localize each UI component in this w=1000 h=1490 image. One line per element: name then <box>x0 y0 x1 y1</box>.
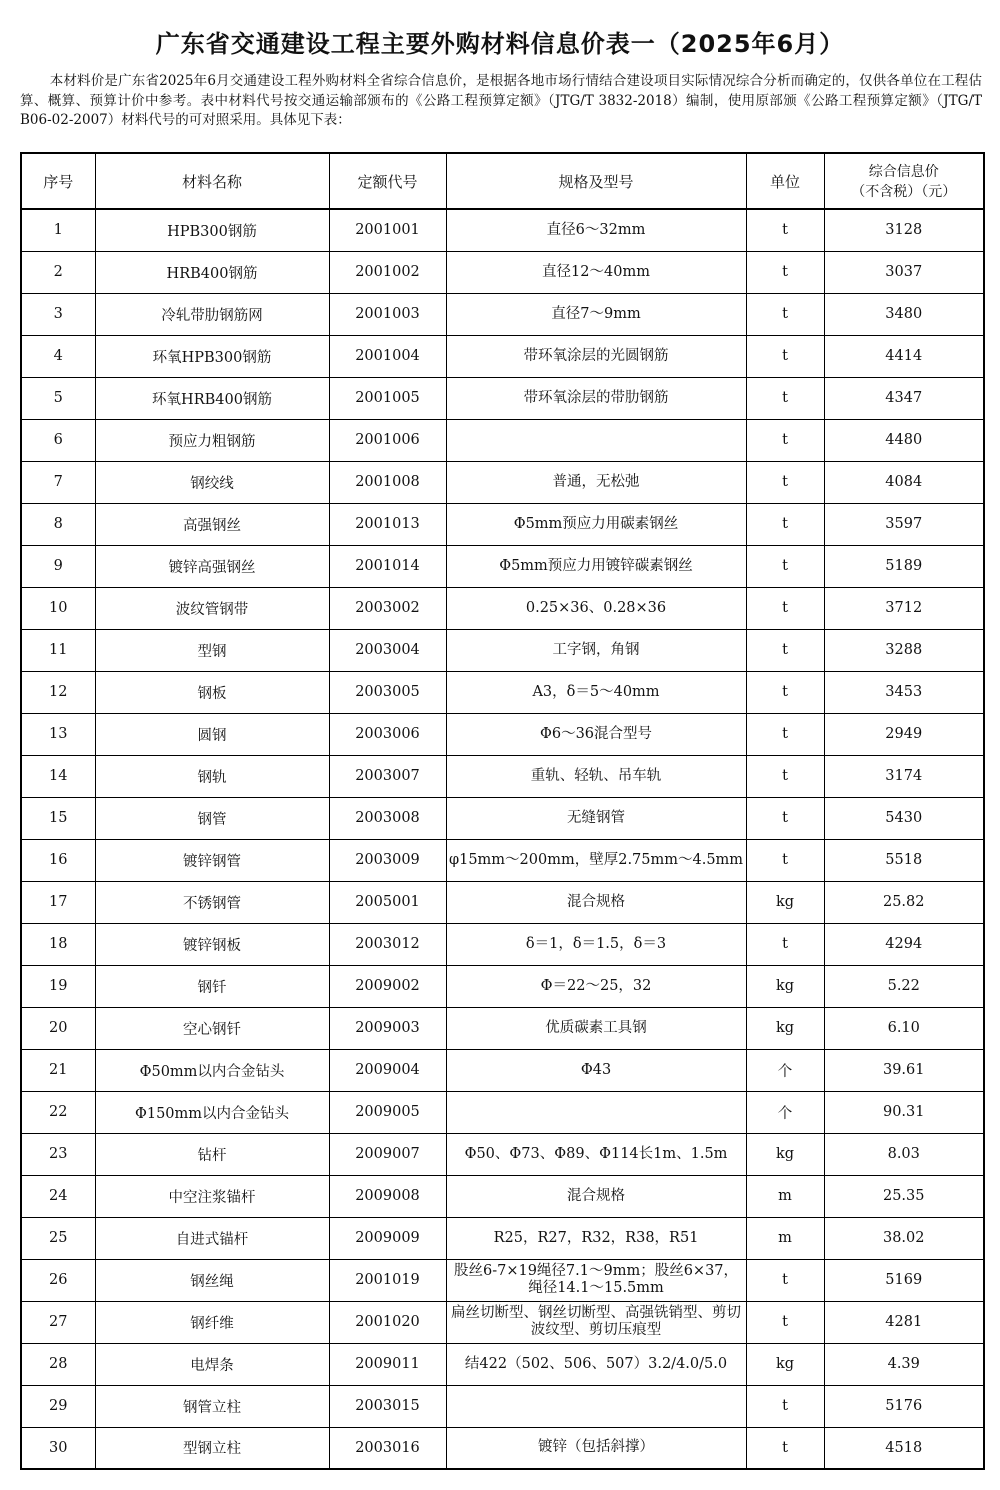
page-title: 广东省交通建设工程主要外购材料信息价表一（2025年6月） <box>155 30 845 58</box>
header-seq: 序号 <box>21 153 95 209</box>
cell-unit: t <box>746 1301 824 1343</box>
cell-seq: 25 <box>21 1217 95 1259</box>
cell-unit: kg <box>746 1133 824 1175</box>
cell-code: 2003008 <box>329 797 446 839</box>
cell-unit: t <box>746 1259 824 1301</box>
cell-spec: 直径12～40mm <box>446 251 746 293</box>
cell-spec: 直径7～9mm <box>446 293 746 335</box>
cell-unit: kg <box>746 965 824 1007</box>
table-row <box>21 293 984 335</box>
cell-price: 8.03 <box>824 1133 984 1175</box>
cell-spec: Φ50、Φ73、Φ89、Φ114长1m、1.5m <box>446 1133 746 1175</box>
table-row <box>21 1301 984 1343</box>
cell-price: 4.39 <box>824 1343 984 1385</box>
cell-name: 环氧HPB300钢筋 <box>95 335 329 377</box>
header-name: 材料名称 <box>95 153 329 209</box>
cell-unit: kg <box>746 1343 824 1385</box>
cell-unit: 个 <box>746 1091 824 1133</box>
cell-code: 2009003 <box>329 1007 446 1049</box>
cell-seq: 20 <box>21 1007 95 1049</box>
intro-paragraph: 本材料价是广东省2025年6月交通建设工程外购材料全省综合信息价，是根据各地市场行情结合建设项目实际情况综合分析而确定的，仅供各单位在工程估算、概算、预算计价中参考。表中材料代号按交通运输部颁布的《公路工程预算定额》（JTG/T 3832-2018）编制，使用原部颁《公路工程预算定额》（JTG/T B06-02-2007）材料代号的可对照采用。具体见下表： <box>20 73 982 128</box>
cell-price: 39.61 <box>824 1049 984 1091</box>
cell-price: 5169 <box>824 1259 984 1301</box>
header-price-line2: （不含税）（元） <box>851 184 957 200</box>
table-row <box>21 923 984 965</box>
cell-spec: 工字钢，角钢 <box>446 629 746 671</box>
cell-price: 38.02 <box>824 1217 984 1259</box>
cell-spec: 无缝钢管 <box>446 797 746 839</box>
cell-name: 环氧HRB400钢筋 <box>95 377 329 419</box>
table-row <box>21 251 984 293</box>
cell-name: 钢纤维 <box>95 1301 329 1343</box>
cell-price: 4480 <box>824 419 984 461</box>
table-row <box>21 1007 984 1049</box>
cell-code: 2001006 <box>329 419 446 461</box>
cell-spec: R25，R27，R32，R38，R51 <box>446 1217 746 1259</box>
cell-price: 3597 <box>824 503 984 545</box>
cell-seq: 19 <box>21 965 95 1007</box>
header-price-line1: 综合信息价 <box>868 164 939 180</box>
cell-unit: t <box>746 797 824 839</box>
header-spec: 规格及型号 <box>446 153 746 209</box>
cell-spec: 混合规格 <box>446 1175 746 1217</box>
cell-name: 不锈钢管 <box>95 881 329 923</box>
table-row <box>21 713 984 755</box>
cell-code: 2001019 <box>329 1259 446 1301</box>
cell-name: 镀锌钢板 <box>95 923 329 965</box>
cell-code: 2001005 <box>329 377 446 419</box>
cell-seq: 4 <box>21 335 95 377</box>
cell-spec <box>446 419 746 461</box>
cell-name: 钢板 <box>95 671 329 713</box>
cell-seq: 10 <box>21 587 95 629</box>
cell-seq: 30 <box>21 1427 95 1469</box>
cell-code: 2001001 <box>329 209 446 251</box>
cell-seq: 14 <box>21 755 95 797</box>
cell-unit: t <box>746 251 824 293</box>
cell-price: 3480 <box>824 293 984 335</box>
cell-price: 25.82 <box>824 881 984 923</box>
cell-unit: m <box>746 1175 824 1217</box>
cell-seq: 17 <box>21 881 95 923</box>
cell-seq: 27 <box>21 1301 95 1343</box>
cell-name: 钢丝绳 <box>95 1259 329 1301</box>
cell-name: 镀锌钢管 <box>95 839 329 881</box>
cell-code: 2003015 <box>329 1385 446 1427</box>
cell-name: 钢管 <box>95 797 329 839</box>
cell-price: 90.31 <box>824 1091 984 1133</box>
cell-seq: 9 <box>21 545 95 587</box>
table-row <box>21 1385 984 1427</box>
cell-spec <box>446 1091 746 1133</box>
cell-unit: t <box>746 671 824 713</box>
cell-code: 2001003 <box>329 293 446 335</box>
cell-spec: 带环氧涂层的光圆钢筋 <box>446 335 746 377</box>
cell-code: 2009011 <box>329 1343 446 1385</box>
cell-spec: 直径6～32mm <box>446 209 746 251</box>
cell-unit: t <box>746 923 824 965</box>
cell-code: 2001002 <box>329 251 446 293</box>
cell-spec: δ＝1，δ＝1.5，δ＝3 <box>446 923 746 965</box>
cell-name: 预应力粗钢筋 <box>95 419 329 461</box>
cell-code: 2003006 <box>329 713 446 755</box>
cell-price: 3288 <box>824 629 984 671</box>
cell-seq: 21 <box>21 1049 95 1091</box>
cell-seq: 12 <box>21 671 95 713</box>
table-row <box>21 419 984 461</box>
cell-code: 2003007 <box>329 755 446 797</box>
cell-price: 4347 <box>824 377 984 419</box>
cell-unit: t <box>746 419 824 461</box>
cell-code: 2003002 <box>329 587 446 629</box>
table-row <box>21 1175 984 1217</box>
cell-spec: 0.25×36、0.28×36 <box>446 587 746 629</box>
header-unit: 单位 <box>746 153 824 209</box>
table-row <box>21 839 984 881</box>
cell-price: 25.35 <box>824 1175 984 1217</box>
table-row <box>21 545 984 587</box>
cell-price: 3037 <box>824 251 984 293</box>
cell-unit: kg <box>746 1007 824 1049</box>
cell-seq: 26 <box>21 1259 95 1301</box>
cell-unit: t <box>746 293 824 335</box>
cell-unit: t <box>746 755 824 797</box>
cell-price: 3712 <box>824 587 984 629</box>
cell-code: 2001008 <box>329 461 446 503</box>
table-header-row <box>21 153 984 209</box>
cell-spec <box>446 1385 746 1427</box>
table-row <box>21 587 984 629</box>
cell-name: 钢绞线 <box>95 461 329 503</box>
cell-code: 2003005 <box>329 671 446 713</box>
table-row <box>21 671 984 713</box>
header-code: 定额代号 <box>329 153 446 209</box>
cell-unit: t <box>746 713 824 755</box>
cell-unit: t <box>746 629 824 671</box>
cell-code: 2001014 <box>329 545 446 587</box>
cell-spec: Φ5mm预应力用镀锌碳素钢丝 <box>446 545 746 587</box>
cell-name: HRB400钢筋 <box>95 251 329 293</box>
cell-seq: 24 <box>21 1175 95 1217</box>
table-row <box>21 1343 984 1385</box>
cell-seq: 18 <box>21 923 95 965</box>
cell-unit: t <box>746 461 824 503</box>
cell-price: 4084 <box>824 461 984 503</box>
table-row <box>21 1091 984 1133</box>
cell-spec: 扁丝切断型、钢丝切断型、高强铣销型、剪切波纹型、剪切压痕型 <box>446 1301 746 1343</box>
cell-spec: 优质碳素工具钢 <box>446 1007 746 1049</box>
cell-unit: t <box>746 335 824 377</box>
cell-code: 2001013 <box>329 503 446 545</box>
table-row <box>21 755 984 797</box>
cell-code: 2005001 <box>329 881 446 923</box>
cell-name: 型钢 <box>95 629 329 671</box>
cell-seq: 1 <box>21 209 95 251</box>
cell-name: 钢轨 <box>95 755 329 797</box>
cell-name: 型钢立柱 <box>95 1427 329 1469</box>
cell-spec: 结422（502、506、507）3.2/4.0/5.0 <box>446 1343 746 1385</box>
cell-code: 2009007 <box>329 1133 446 1175</box>
cell-unit: t <box>746 209 824 251</box>
cell-seq: 15 <box>21 797 95 839</box>
cell-unit: kg <box>746 881 824 923</box>
cell-price: 3453 <box>824 671 984 713</box>
cell-price: 4281 <box>824 1301 984 1343</box>
cell-code: 2009004 <box>329 1049 446 1091</box>
cell-unit: 个 <box>746 1049 824 1091</box>
table-row <box>21 1259 984 1301</box>
cell-name: 钻杆 <box>95 1133 329 1175</box>
cell-code: 2003016 <box>329 1427 446 1469</box>
cell-name: 冷轧带肋钢筋网 <box>95 293 329 335</box>
cell-price: 6.10 <box>824 1007 984 1049</box>
cell-seq: 5 <box>21 377 95 419</box>
cell-unit: t <box>746 1385 824 1427</box>
table-row <box>21 965 984 1007</box>
cell-name: 高强钢丝 <box>95 503 329 545</box>
cell-seq: 22 <box>21 1091 95 1133</box>
cell-code: 2009002 <box>329 965 446 1007</box>
cell-name: 波纹管钢带 <box>95 587 329 629</box>
table-row <box>21 1427 984 1469</box>
cell-code: 2003004 <box>329 629 446 671</box>
price-table <box>20 152 985 1470</box>
cell-seq: 6 <box>21 419 95 461</box>
cell-spec: A3，δ＝5～40mm <box>446 671 746 713</box>
cell-name: 圆钢 <box>95 713 329 755</box>
cell-code: 2001004 <box>329 335 446 377</box>
cell-name: Φ50mm以内合金钻头 <box>95 1049 329 1091</box>
cell-name: 电焊条 <box>95 1343 329 1385</box>
cell-name: 镀锌高强钢丝 <box>95 545 329 587</box>
header-price <box>824 153 984 209</box>
cell-price: 3128 <box>824 209 984 251</box>
cell-name: 钢钎 <box>95 965 329 1007</box>
cell-price: 5.22 <box>824 965 984 1007</box>
cell-seq: 23 <box>21 1133 95 1175</box>
cell-unit: t <box>746 377 824 419</box>
cell-name: Φ150mm以内合金钻头 <box>95 1091 329 1133</box>
cell-price: 5518 <box>824 839 984 881</box>
cell-code: 2003009 <box>329 839 446 881</box>
table-row <box>21 1217 984 1259</box>
cell-name: 钢管立柱 <box>95 1385 329 1427</box>
cell-price: 5189 <box>824 545 984 587</box>
cell-seq: 3 <box>21 293 95 335</box>
cell-spec: 镀锌（包括斜撑） <box>446 1427 746 1469</box>
cell-unit: t <box>746 545 824 587</box>
cell-spec: Φ6～36混合型号 <box>446 713 746 755</box>
cell-seq: 2 <box>21 251 95 293</box>
cell-seq: 16 <box>21 839 95 881</box>
cell-spec: 重轨、轻轨、吊车轨 <box>446 755 746 797</box>
cell-price: 5176 <box>824 1385 984 1427</box>
cell-code: 2009008 <box>329 1175 446 1217</box>
cell-spec: φ15mm～200mm，壁厚2.75mm～4.5mm <box>446 839 746 881</box>
cell-unit: t <box>746 839 824 881</box>
table-row <box>21 881 984 923</box>
cell-name: 中空注浆锚杆 <box>95 1175 329 1217</box>
cell-price: 4414 <box>824 335 984 377</box>
cell-spec: 股丝6-7×19绳径7.1～9mm；股丝6×37，绳径14.1～15.5mm <box>446 1259 746 1301</box>
table-row <box>21 209 984 251</box>
table-row <box>21 335 984 377</box>
cell-unit: t <box>746 1427 824 1469</box>
table-row <box>21 377 984 419</box>
cell-name: 空心钢钎 <box>95 1007 329 1049</box>
cell-spec: Φ43 <box>446 1049 746 1091</box>
cell-seq: 8 <box>21 503 95 545</box>
cell-name: 自进式锚杆 <box>95 1217 329 1259</box>
cell-code: 2001020 <box>329 1301 446 1343</box>
table-row <box>21 503 984 545</box>
cell-price: 3174 <box>824 755 984 797</box>
cell-spec: Φ5mm预应力用碳素钢丝 <box>446 503 746 545</box>
cell-seq: 7 <box>21 461 95 503</box>
cell-price: 2949 <box>824 713 984 755</box>
cell-price: 5430 <box>824 797 984 839</box>
cell-spec: 带环氧涂层的带肋钢筋 <box>446 377 746 419</box>
cell-spec: 普通，无松弛 <box>446 461 746 503</box>
cell-code: 2009009 <box>329 1217 446 1259</box>
cell-price: 4294 <box>824 923 984 965</box>
table-row <box>21 797 984 839</box>
cell-unit: t <box>746 503 824 545</box>
table-row <box>21 1133 984 1175</box>
cell-name: HPB300钢筋 <box>95 209 329 251</box>
cell-spec: Φ＝22～25，32 <box>446 965 746 1007</box>
table-row <box>21 1049 984 1091</box>
cell-code: 2003012 <box>329 923 446 965</box>
cell-seq: 29 <box>21 1385 95 1427</box>
cell-code: 2009005 <box>329 1091 446 1133</box>
cell-unit: t <box>746 587 824 629</box>
cell-price: 4518 <box>824 1427 984 1469</box>
cell-seq: 11 <box>21 629 95 671</box>
cell-seq: 13 <box>21 713 95 755</box>
table-row <box>21 629 984 671</box>
cell-unit: m <box>746 1217 824 1259</box>
cell-seq: 28 <box>21 1343 95 1385</box>
table-row <box>21 461 984 503</box>
cell-spec: 混合规格 <box>446 881 746 923</box>
